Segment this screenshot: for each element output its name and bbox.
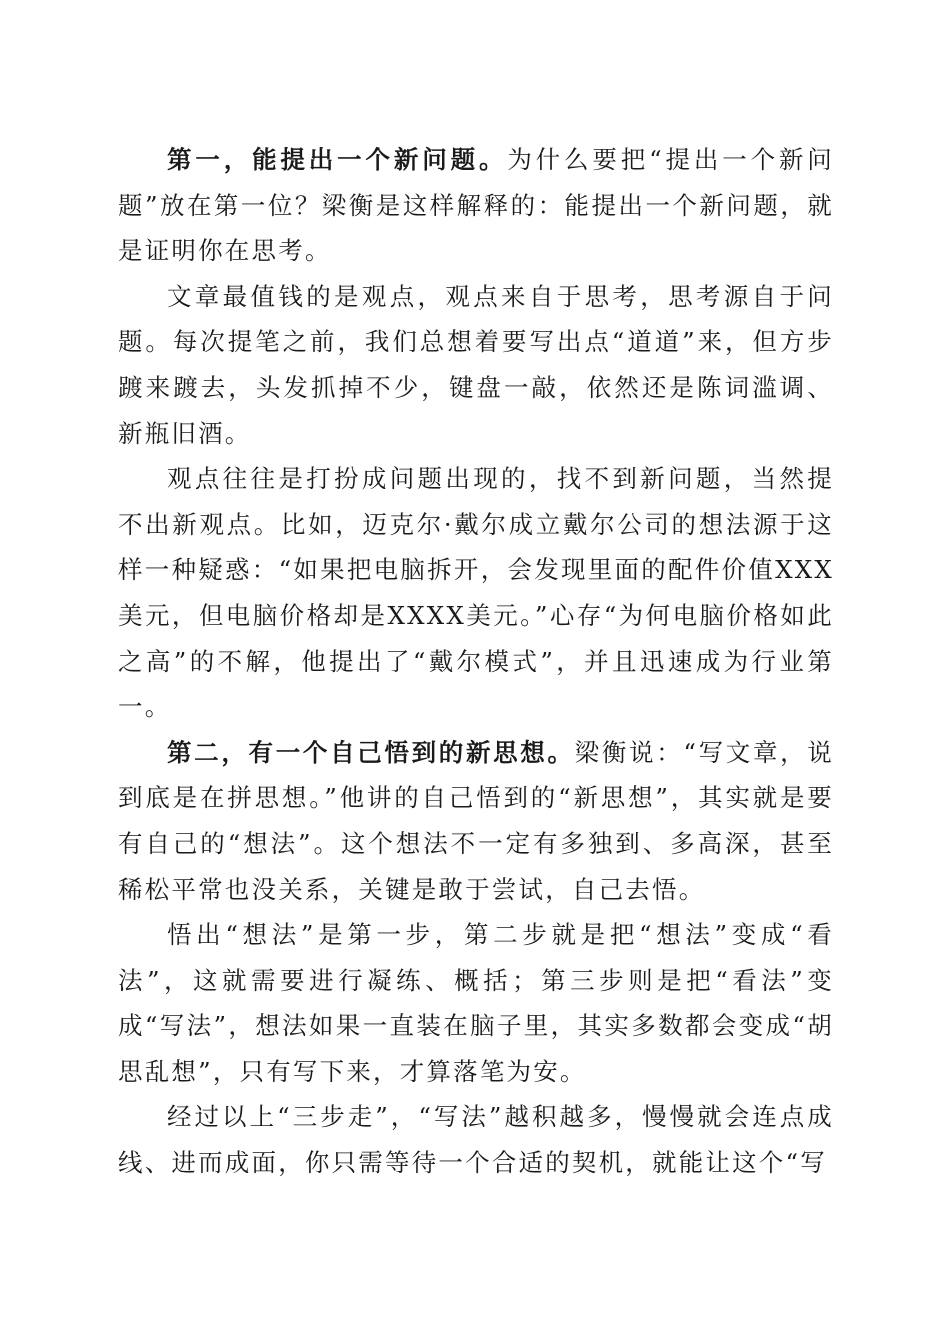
paragraph-text: 为什么要把“提出一个新问题”放在第一位？梁衡是这样解释的：能提出一个新问题，就是证明你在思考。: [118, 145, 834, 266]
paragraph-text: 观点往往是打扮成问题出现的，找不到新问题，当然提不出新观点。比如，迈克尔·戴尔成立戴尔公司的想法源于这样一种疑惑：“如果把电脑拆开，会发现里面的配件价值XXX美元，但电脑价格却是XXXX美元。”心存“为何电脑价格如此之高”的不解，他提出了“戴尔模式”，并且迅速成为行业第一。: [118, 464, 834, 722]
paragraph-lead: 第一，能提出一个新问题。: [167, 145, 508, 174]
paragraph-6: [118, 1094, 834, 1185]
paragraph-text: 梁衡说：“写文章，说到底是在拼思想。”他讲的自己悟到的“新思想”，其实就是要有自己的“想法”。这个想法不一定有多独到、多高深，甚至稀松平常也没关系，关键是敢于尝试，自己去悟。: [118, 737, 834, 904]
paragraph-text: 文章最值钱的是观点，观点来自于思考，思考源自于问题。每次提笔之前，我们总想着要写出点“道道”来，但方步踱来踱去，头发抓掉不少，键盘一敲，依然还是陈词滥调、新瓶旧酒。: [118, 281, 834, 448]
paragraph-3: [118, 456, 834, 730]
document-body: [118, 137, 834, 1186]
paragraph-5: [118, 912, 834, 1094]
paragraph-text: 悟出“想法”是第一步，第二步就是把“想法”变成“看法”，这就需要进行凝练、概括；第三步则是把“看法”变成“写法”，想法如果一直装在脑子里，其实多数都会变成“胡思乱想”，只有写下来，才算落笔为安。: [118, 920, 834, 1086]
paragraph-1: [118, 137, 834, 274]
paragraph-2: [118, 274, 834, 456]
paragraph-text: 经过以上“三步走”，“写法”越积越多，慢慢就会连点成线、进而成面，你只需等待一个合适的契机，就能让这个“写: [118, 1102, 834, 1178]
paragraph-4: [118, 730, 834, 912]
paragraph-lead: 第二，有一个自己悟到的新思想。: [167, 737, 575, 767]
